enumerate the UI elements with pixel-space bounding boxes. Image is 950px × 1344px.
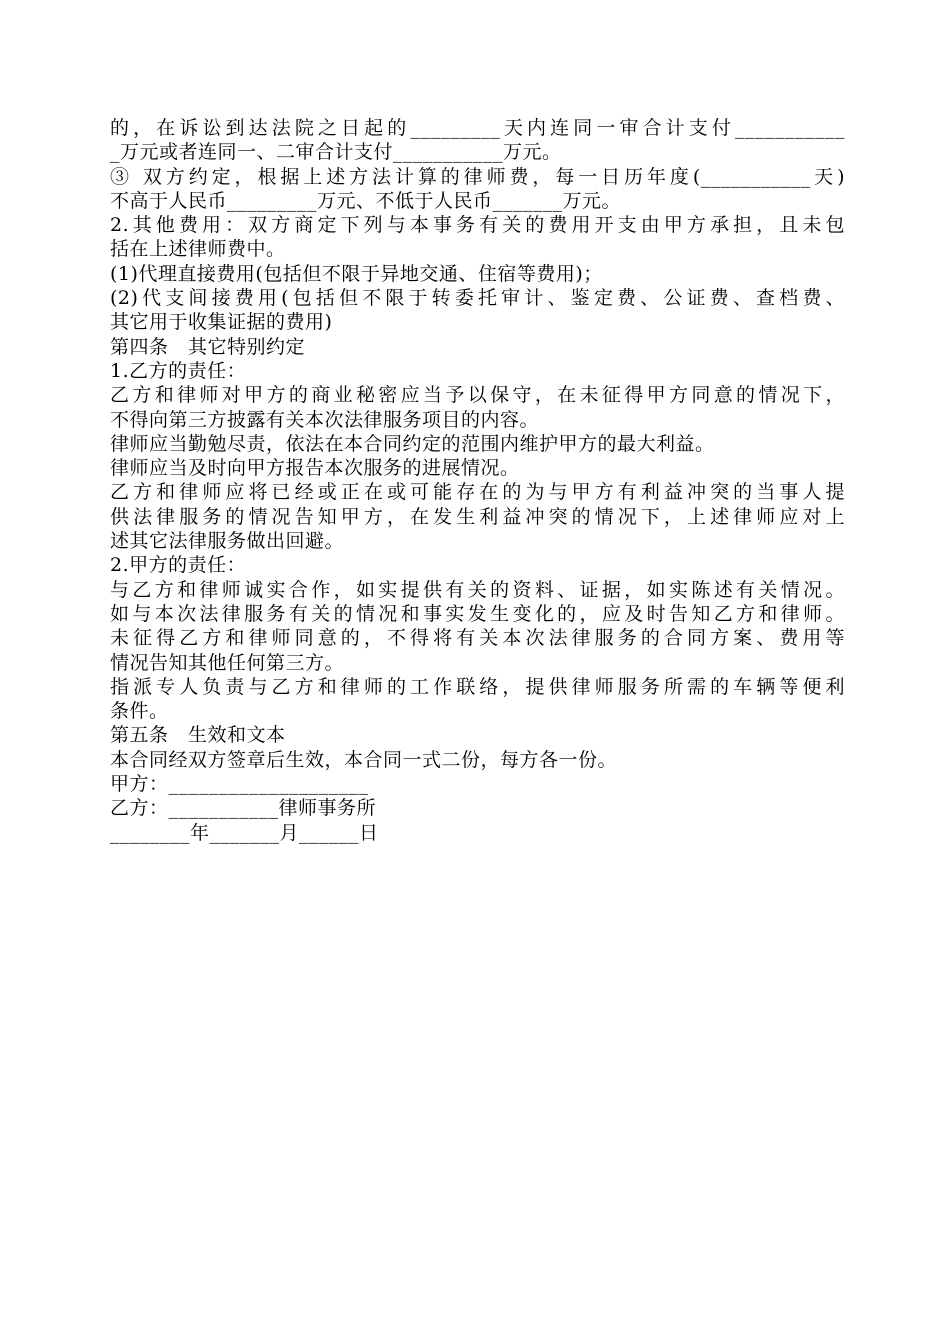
text-line: 不高于人民币_________万元、不低于人民币_______万元。	[110, 189, 622, 212]
section-heading: 第五条 生效和文本	[110, 724, 286, 747]
text-line: 律师应当及时向甲方报告本次服务的进展情况。	[110, 457, 520, 480]
text-line: 条件。	[110, 700, 169, 723]
text-line: (1)代理直接费用(包括但不限于异地交通、住宿等费用)；	[110, 262, 603, 285]
text-line: 本合同经双方签章后生效，本合同一式二份，每方各一份。	[110, 748, 618, 771]
text-line: 1.乙方的责任：	[110, 359, 247, 382]
text-line: 其它用于收集证据的费用)	[110, 311, 333, 334]
text-line: 与乙方和律师诚实合作，如实提供有关的资料、证据，如实陈述有关情况。	[110, 578, 845, 601]
text-line: 供法律服务的情况告知甲方，在发生利益冲突的情况下，上述律师应对上	[110, 505, 845, 528]
text-line: 乙方和律师应将已经或正在或可能存在的为与甲方有利益冲突的当事人提	[110, 481, 845, 504]
text-line: 律师应当勤勉尽责，依法在本合同约定的范围内维护甲方的最大利益。	[110, 432, 715, 455]
text-line: 情况告知其他任何第三方。	[110, 651, 345, 674]
text-line: 2.甲方的责任：	[110, 554, 247, 577]
text-line: 括在上述律师费中。	[110, 238, 286, 261]
text-line: 乙方和律师对甲方的商业秘密应当予以保守，在未征得甲方同意的情况下，	[110, 384, 845, 407]
signature-line-party-a: 甲方：____________________	[110, 773, 369, 796]
text-line: (2)代支间接费用(包括但不限于转委托审计、鉴定费、公证费、查档费、	[110, 287, 845, 310]
text-line: 的，在诉讼到达法院之日起的_________天内连同一审合计支付___________	[110, 117, 845, 139]
text-line: 指派专人负责与乙方和律师的工作联络，提供律师服务所需的车辆等便利	[110, 675, 845, 698]
text-line: 如与本次法律服务有关的情况和事实发生变化的，应及时告知乙方和律师。	[110, 602, 845, 625]
text-line: 述其它法律服务做出回避。	[110, 530, 345, 553]
date-line: ________年_______月______日	[110, 821, 379, 844]
signature-line-party-b: 乙方：___________律师事务所	[110, 797, 377, 820]
text-line: ③ 双方约定，根据上述方法计算的律师费，每一日历年度(___________天)	[110, 165, 845, 188]
text-line: 不得向第三方披露有关本次法律服务项目的内容。	[110, 408, 540, 431]
document-page	[110, 116, 845, 845]
text-line: 2.其他费用：双方商定下列与本事务有关的费用开支由甲方承担，且未包	[110, 214, 845, 237]
text-line: _万元或者连同一、二审合计支付___________万元。	[110, 141, 562, 164]
section-heading: 第四条 其它特别约定	[110, 335, 306, 358]
text-line: 未征得乙方和律师同意的，不得将有关本次法律服务的合同方案、费用等	[110, 627, 845, 650]
